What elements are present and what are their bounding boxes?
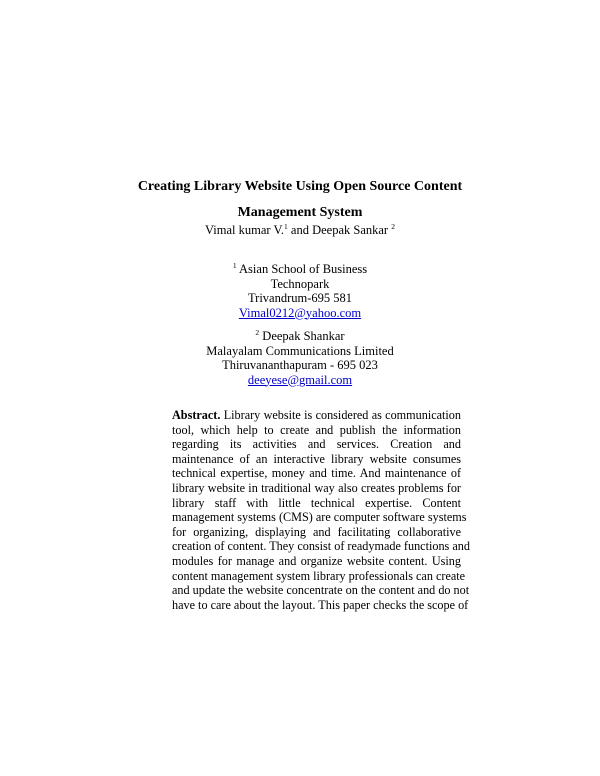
author-1-name: Vimal kumar V.	[205, 223, 285, 237]
paper-title-line-2: Management System	[237, 205, 363, 220]
affiliation-2-name: Deepak Shankar	[262, 329, 345, 343]
abstract-label: Abstract.	[172, 408, 221, 422]
abstract-line: modules for manage and organize website content. Using	[172, 553, 461, 568]
abstract-line: tool, which help to create and publish the information	[172, 422, 461, 437]
affiliation-2-superscript: 2	[255, 327, 260, 337]
abstract-line: regarding its activities and services. Creation and	[172, 437, 461, 452]
abstract-line: content management system library professionals can create	[172, 568, 466, 583]
affiliation-1-email-link[interactable]: Vimal0212@yahoo.com	[238, 305, 362, 320]
abstract-line: library staff with little technical expertise. Content	[172, 495, 461, 510]
abstract-line: maintenance of an interactive library website consumes	[172, 451, 461, 466]
paper-title-line-1: Creating Library Website Using Open Source Content	[137, 179, 463, 194]
author-connector: and	[287, 223, 313, 237]
abstract-line: for organizing, displaying and facilitating collaborative	[172, 524, 461, 539]
affiliation-1-city: Trivandrum-695 581	[247, 291, 353, 305]
affiliation-1-location: Technopark	[270, 276, 330, 291]
abstract-line: management systems (CMS) are computer software systems	[172, 510, 467, 525]
abstract-line: technical expertise, money and time. And maintenance of	[172, 466, 461, 481]
abstract-block	[172, 408, 470, 612]
author-line	[100, 222, 500, 238]
abstract-line-text: Library website is considered as communication	[220, 408, 461, 422]
affiliation-1-institution: Asian School of Business	[239, 262, 368, 276]
author-2-name: Deepak Sankar	[312, 223, 389, 237]
affiliation-2-city: Thiruvananthapuram - 695 023	[222, 358, 378, 372]
abstract-line: library website in traditional way also creates problems for	[172, 480, 461, 495]
affiliation-2	[100, 329, 500, 387]
paper-title	[100, 174, 500, 226]
abstract-line: have to care about the layout. This paper checks the scope of	[172, 597, 469, 612]
abstract-line: and update the website concentrate on the content and do not	[172, 583, 470, 598]
abstract-line: creation of content. They consist of readymade functions and	[172, 539, 470, 554]
affiliation-1-superscript: 1	[232, 260, 237, 270]
affiliation-2-email-link[interactable]: deeyese@gmail.com	[247, 372, 353, 387]
affiliation-1	[100, 262, 500, 320]
abstract-line	[172, 408, 461, 423]
author-1-superscript: 1	[284, 221, 288, 231]
affiliation-2-organization: Malayalam Communications Limited	[206, 343, 394, 358]
author-2-superscript: 2	[391, 221, 395, 231]
